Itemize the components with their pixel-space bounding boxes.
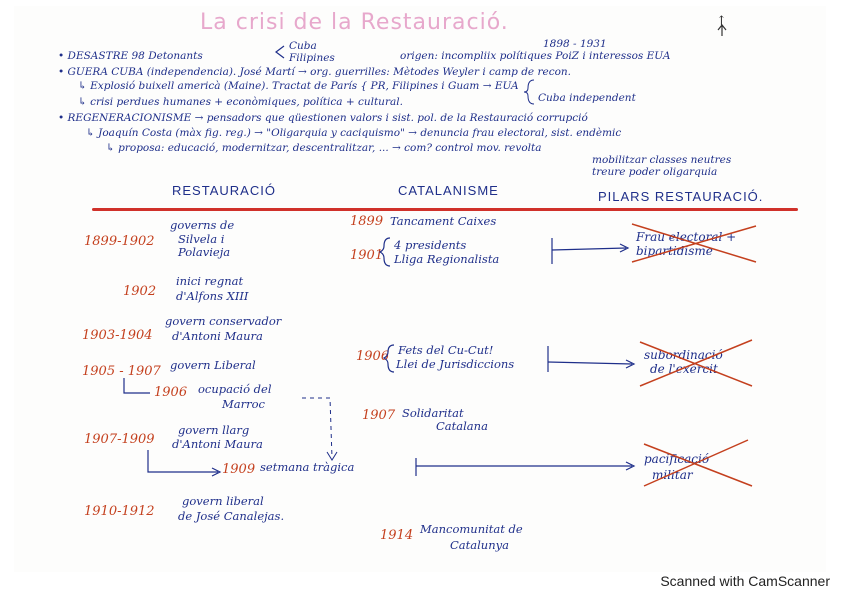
intro-line-explosio: ↳ Explosió buixell americà (Maine). Tractat de París { PR, Filipines i Guam → EUA bbox=[78, 80, 519, 92]
intro-dates: 1898 - 1931 bbox=[543, 38, 607, 50]
restauracio-text: Marroc bbox=[222, 397, 265, 411]
restauracio-text: de José Canalejas. bbox=[178, 509, 285, 523]
catalanisme-year: 1901 bbox=[350, 248, 384, 263]
cross-subordinacio bbox=[640, 340, 752, 386]
catalanisme-text: 4 presidents bbox=[394, 238, 467, 252]
catalanisme-text: Fets del Cu-Cut! bbox=[398, 343, 494, 357]
cross-frau bbox=[632, 224, 756, 262]
restauracio-subyear: 1906 bbox=[154, 385, 188, 400]
pilar-subordinacio-2: de l'exèrcit bbox=[650, 362, 718, 376]
cross-pacificacio bbox=[644, 440, 752, 486]
restauracio-year: 1903-1904 bbox=[82, 328, 153, 343]
intro-line-costa: ↳ Joaquín Costa (màx fig. reg.) → "Oligarquia y caciquismo" → denuncia frau electoral, sist. endèmic bbox=[86, 127, 622, 139]
pilar-pacificacio-2: militar bbox=[652, 468, 693, 482]
pilar-pacificacio: pacificació bbox=[644, 452, 710, 466]
restauracio-year: 1905 - 1907 bbox=[82, 364, 161, 379]
restauracio-text: governs de bbox=[170, 218, 235, 232]
catalanisme-year: 1899 bbox=[350, 214, 384, 229]
restauracio-text: ocupació del bbox=[198, 382, 272, 396]
intro-line-regeneracionisme: • REGENERACIONISME → pensadors que qüestionen valors i sist. pol. de la Restauració corrupció bbox=[58, 112, 588, 124]
catalanisme-text: Catalana bbox=[436, 419, 488, 433]
intro-filipines: Filipines bbox=[289, 52, 335, 64]
scanner-watermark: Scanned with CamScanner bbox=[660, 573, 830, 589]
intro-cuba-independent: Cuba independent bbox=[538, 92, 636, 104]
catalanisme-text: Llei de Jurisdiccions bbox=[396, 357, 515, 371]
pilar-subordinacio: subordinació bbox=[644, 348, 723, 362]
restauracio-text: govern Liberal bbox=[170, 358, 256, 372]
page-title: La crisi de la Restauració. bbox=[200, 10, 509, 35]
dashed-link bbox=[302, 398, 332, 458]
restauracio-year: 1907-1909 bbox=[84, 432, 155, 447]
catalanisme-text: Catalunya bbox=[450, 538, 509, 552]
detonants-brace bbox=[276, 46, 284, 58]
restauracio-text: d'Alfons XIII bbox=[176, 289, 249, 303]
catalanisme-year: 1906 bbox=[356, 349, 390, 364]
restauracio-text: d'Antoni Maura bbox=[172, 437, 263, 451]
brace-1906 bbox=[384, 345, 394, 372]
intro-cuba: Cuba bbox=[289, 40, 317, 52]
restauracio-year: 1910-1912 bbox=[84, 504, 155, 519]
restauracio-text: govern liberal bbox=[182, 494, 264, 508]
restauracio-year: 1899-1902 bbox=[84, 234, 155, 249]
header-restauracio: RESTAURACIÓ bbox=[172, 183, 276, 198]
intro-line-proposa: ↳ proposa: educació, modernitzar, descentralitzar, ... → com? control mov. revolta bbox=[106, 142, 542, 154]
restauracio-text: setmana tràgica bbox=[260, 460, 355, 474]
restauracio-text: govern conservador bbox=[165, 314, 282, 328]
restauracio-text: Polavieja bbox=[178, 245, 231, 259]
arrow-1906 bbox=[548, 362, 632, 364]
arrow-1901 bbox=[552, 248, 626, 250]
corner-mark: ↑ bbox=[716, 14, 727, 29]
intro-line-treure: treure poder oligarquia bbox=[592, 166, 718, 178]
arrow-1906-sub bbox=[124, 378, 150, 393]
header-pilars: PILARS RESTAURACIÓ. bbox=[598, 189, 764, 204]
catalanisme-year: 1914 bbox=[380, 528, 414, 543]
pilar-frau-2: bipartidisme bbox=[636, 244, 713, 258]
restauracio-text: govern llarg bbox=[178, 423, 250, 437]
catalanisme-text: Mancomunitat de bbox=[420, 522, 523, 536]
restauracio-text: d'Antoni Maura bbox=[172, 329, 263, 343]
intro-line-desastre: • DESASTRE 98 Detonants bbox=[58, 50, 203, 62]
corner-arrow-icon bbox=[718, 25, 726, 36]
intro-line-mobilitzar: mobilitzar classes neutres bbox=[592, 154, 732, 166]
catalanisme-year: 1907 bbox=[362, 408, 396, 423]
restauracio-text: Silvela i bbox=[178, 232, 225, 246]
restauracio-subyear: 1909 bbox=[222, 462, 256, 477]
brace-1901 bbox=[380, 238, 390, 266]
pilar-frau: Frau electoral + bbox=[636, 230, 737, 244]
restauracio-year: 1902 bbox=[123, 284, 157, 299]
catalanisme-text: Lliga Regionalista bbox=[394, 252, 500, 266]
arrow-1909-sub bbox=[148, 450, 218, 472]
catalanisme-text: Tancament Caixes bbox=[390, 214, 497, 228]
intro-line-crisi: ↳ crisi perdues humanes + econòmiques, política + cultural. bbox=[78, 96, 403, 108]
restauracio-text: inici regnat bbox=[176, 274, 244, 288]
header-catalanisme: CATALANISME bbox=[398, 183, 499, 198]
tractat-brace bbox=[524, 80, 534, 104]
catalanisme-text: Solidaritat bbox=[402, 406, 464, 420]
intro-origin: origen: incompliix polítiques PoiZ i interessos EUA bbox=[400, 50, 671, 62]
intro-line-guerra: • GUERA CUBA (independencia). José Martí → org. guerrilles: Mètodes Weyler i camp de recon. bbox=[58, 66, 572, 78]
